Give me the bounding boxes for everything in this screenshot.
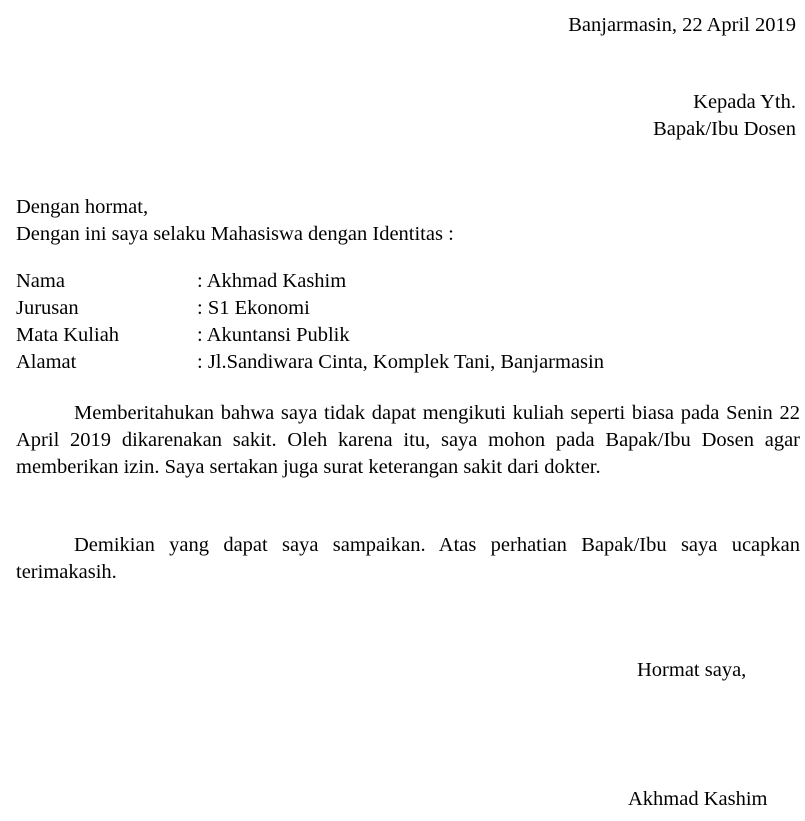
identity-row-alamat	[16, 349, 604, 376]
identity-value: : Akuntansi Publik	[197, 324, 350, 346]
identity-label: Nama	[16, 270, 65, 292]
body-paragraph-2: Demikian yang dapat saya sampaikan. Atas perhatian Bapak/Ibu saya ucapkan terimakasih.	[16, 534, 800, 583]
identity-value: : Akhmad Kashim	[197, 270, 347, 292]
identity-label: Mata Kuliah	[16, 324, 120, 346]
signature-name: Akhmad Kashim	[628, 788, 768, 810]
place-date: Banjarmasin, 22 April 2019	[568, 14, 796, 36]
identity-row-jurusan	[16, 295, 604, 322]
closing: Hormat saya,	[637, 659, 747, 681]
recipient-line-1: Kepada Yth.	[693, 91, 796, 113]
identity-label: Alamat	[16, 351, 77, 373]
identity-value: : S1 Ekonomi	[197, 297, 310, 319]
identity-label: Jurusan	[16, 297, 79, 319]
intro-text: Dengan ini saya selaku Mahasiswa dengan Identitas :	[16, 223, 454, 245]
identity-row-mata-kuliah	[16, 322, 604, 349]
identity-block	[16, 268, 604, 376]
identity-row-nama	[16, 268, 604, 295]
body-paragraph-1: Memberitahukan bahwa saya tidak dapat mengikuti kuliah seperti biasa pada Senin 22 April 2019 dikarenakan sakit. Oleh karena itu, saya mohon pada Bapak/Ibu Dosen agar memberikan izin. Saya sertakan juga surat keterangan sakit dari dokter.	[16, 402, 800, 478]
greeting: Dengan hormat,	[16, 196, 149, 218]
identity-value: : Jl.Sandiwara Cinta, Komplek Tani, Banjarmasin	[197, 351, 604, 373]
recipient-line-2: Bapak/Ibu Dosen	[653, 118, 796, 140]
